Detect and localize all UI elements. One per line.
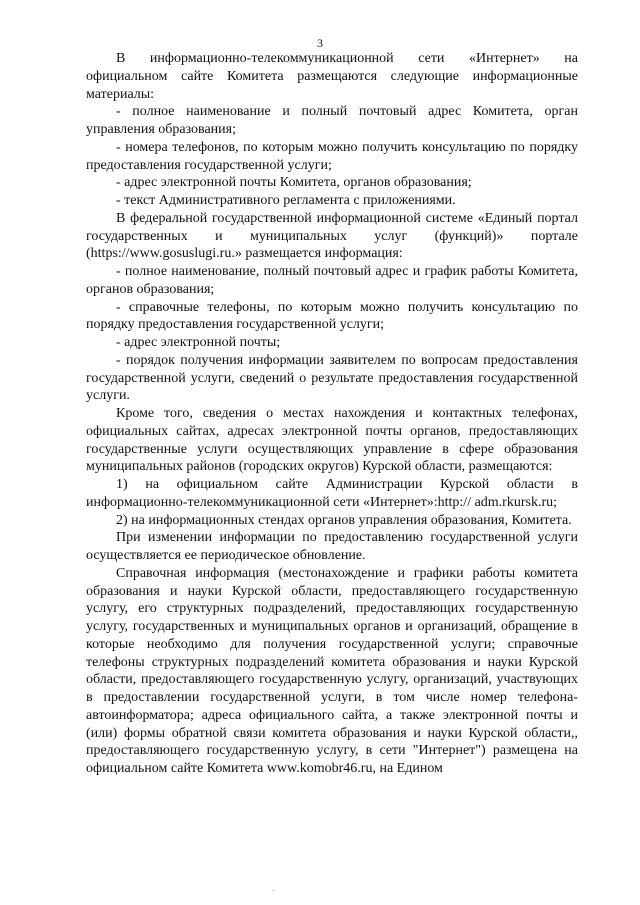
paragraph-updates: При изменении информации по предоставлению государственной услуги осуществляется ее периодическое обновление. [86, 530, 578, 563]
scan-dot: . [272, 884, 274, 893]
list-item: - адрес электронной почты Комитета, органов образования; [116, 175, 472, 191]
paragraph-reference-info: Справочная информация (местонахождение и графики работы комитета образования и науки Курской области, предоставляющего государственную услугу, его структурных подразделений, предоставляющих государственную услугу, государственных и муниципальных органов и организаций, обращение в которые необходимо для получения государственной услуги; справочные телефоны структурных подразделений комитета образования и науки Курской области, предоставляющего государственную услугу, организаций, участвующих в предоставлении государственной услуги, в том числе номер телефона-автоинформатора; адреса официального сайта, а также электронной почты и (или) формы обратной связи комитета образования и науки Курской области,, предоставляющего государственную услугу, в сети "Интернет") размещена на официальном сайте Комитета www.komobr46.ru, на Едином [86, 565, 578, 776]
list-item: - полное наименование и полный почтовый адрес Комитета, орган управления образования; [86, 104, 578, 137]
list-item: - текст Административного регламента с приложениями. [116, 193, 456, 208]
list-item: - порядок получения информации заявителем по вопросам предоставления государственной услуги, сведений о результате предоставления государственной услуги. [86, 352, 578, 404]
list-item: - номера телефонов, по которым можно получить консультацию по порядку предоставления государственной услуги; [86, 139, 578, 173]
page-number: 3 [317, 36, 323, 50]
list-item: 1) на официальном сайте Администрации Курской области в информационно-телекоммуникационной сети «Интернет»:http:// adm.rkursk.ru; [86, 477, 578, 510]
paragraph-contacts: Кроме того, сведения о местах нахождения и контактных телефонах, официальных сайтах, адресах электронной почты органов, предоставляющих государственные услуги осуществляющих управление в сфере образования муниципальных районов (городских округов) Курской области, размещаются: [86, 406, 578, 475]
document-body [86, 50, 578, 778]
list-item: 2) на информационных стендах органов управления образования, Комитета. [116, 512, 572, 528]
list-item: - адрес электронной почты; [116, 335, 281, 350]
paragraph-portal: В федеральной государственной информационной системе «Единый портал государственных и муниципальных услуг (функций)» портале (https://www.gosuslugi.ru.» размещается информация: [86, 210, 578, 262]
list-item: - полное наименование, полный почтовый адрес и график работы Комитета, органов образования; [86, 264, 578, 297]
paragraph-intro: В информационно-телекоммуникационной сети «Интернет» на официальном сайте Комитета размещаются следующие информационные материалы: [86, 51, 578, 102]
list-item: - справочные телефоны, по которым можно получить консультацию по порядку предоставления государственной услуги; [86, 299, 578, 333]
